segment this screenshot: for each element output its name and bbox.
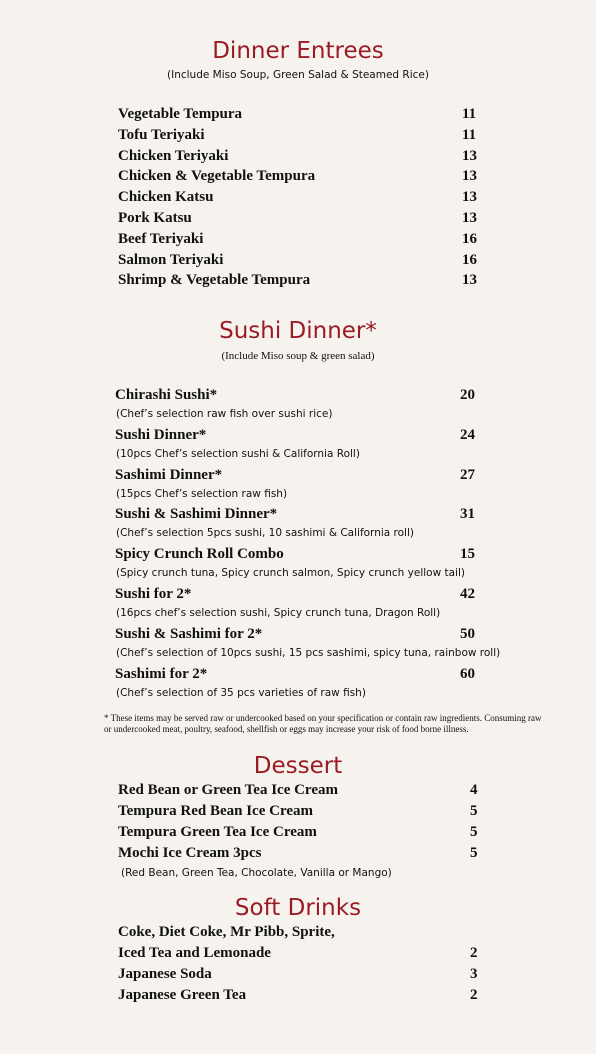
entree-item-price: 13 bbox=[462, 147, 477, 164]
dessert-title: Dessert bbox=[253, 753, 343, 779]
mochi-flavors-note: (Red Bean, Green Tea, Chocolate, Vanilla or Mango) bbox=[121, 867, 392, 879]
drink-item-name: Coke, Diet Coke, Mr Pibb, Sprite, bbox=[118, 924, 335, 940]
sushi-item-price: 24 bbox=[460, 426, 475, 443]
sushi-item-price: 60 bbox=[460, 665, 475, 682]
entree-item-name: Beef Teriyaki bbox=[118, 230, 204, 247]
sushi-item-name: Sashimi Dinner* bbox=[115, 466, 223, 483]
entree-item-name: Salmon Teriyaki bbox=[118, 251, 224, 268]
entree-item-price: 16 bbox=[462, 251, 477, 268]
sushi-item-price: 15 bbox=[460, 546, 475, 563]
soft-drinks-title: Soft Drinks bbox=[234, 895, 362, 921]
drink-item-name: Japanese Green Tea bbox=[118, 987, 247, 1003]
entree-item-name: Pork Katsu bbox=[118, 210, 192, 226]
dessert-item-name: Mochi Ice Cream 3pcs bbox=[118, 845, 262, 861]
sushi-item-description: (10pcs Chef’s selection sushi & California Roll) bbox=[116, 447, 360, 460]
sushi-item-name: Sushi for 2* bbox=[115, 586, 192, 602]
entree-item-name: Tofu Teriyaki bbox=[118, 126, 205, 143]
sushi-dinner-subtitle: (Include Miso soup & green salad) bbox=[221, 350, 375, 362]
sushi-item-description: (Spicy crunch tuna, Spicy crunch salmon, Spicy crunch yellow tail) bbox=[116, 567, 465, 580]
entree-item-price: 11 bbox=[462, 126, 477, 143]
sushi-item-description: (Chef’s selection raw fish over sushi rice) bbox=[116, 408, 333, 420]
sushi-item-price: 42 bbox=[460, 586, 475, 602]
dinner-entrees-title: Dinner Entrees bbox=[212, 38, 384, 64]
drink-item-name: Iced Tea and Lemonade bbox=[118, 945, 271, 961]
sushi-item-description: (Chef’s selection 5pcs sushi, 10 sashimi & California roll) bbox=[116, 527, 414, 540]
entree-item-name: Shrimp & Vegetable Tempura bbox=[118, 272, 311, 289]
sushi-item-name: Sushi & Sashimi Dinner* bbox=[115, 506, 278, 523]
sushi-item-price: 20 bbox=[460, 387, 475, 403]
drink-item-name: Japanese Soda bbox=[118, 966, 212, 982]
entree-item-name: Chicken Katsu bbox=[118, 189, 214, 206]
dessert-item-price: 5 bbox=[470, 824, 478, 840]
sushi-item-name: Sushi Dinner* bbox=[115, 426, 207, 443]
entree-item-price: 13 bbox=[462, 210, 477, 226]
sushi-item-name: Chirashi Sushi* bbox=[115, 387, 218, 403]
sushi-item-price: 27 bbox=[460, 466, 475, 483]
entree-item-name: Chicken & Vegetable Tempura bbox=[118, 168, 316, 185]
sushi-item-description: (Chef’s selection of 35 pcs varieties of raw fish) bbox=[116, 686, 366, 699]
raw-food-disclaimer: * These items may be served raw or undercooked based on your specification or contain raw ingredients. Consuming raw or undercooked meat, poultry, seafood, shellfish or eggs may increase your risk of food borne illness. bbox=[104, 713, 542, 734]
sushi-item-price: 50 bbox=[460, 625, 475, 642]
entree-item-name: Chicken Teriyaki bbox=[118, 147, 229, 164]
sushi-item-name: Sushi & Sashimi for 2* bbox=[115, 625, 263, 642]
entree-item-name: Vegetable Tempura bbox=[118, 106, 243, 122]
dessert-item-price: 5 bbox=[470, 803, 478, 819]
dessert-item-name: Tempura Red Bean Ice Cream bbox=[118, 803, 313, 819]
entree-item-price: 11 bbox=[462, 106, 477, 122]
entree-item-price: 13 bbox=[462, 189, 477, 206]
entree-item-price: 13 bbox=[462, 168, 477, 185]
dessert-item-name: Red Bean or Green Tea Ice Cream bbox=[118, 782, 338, 798]
sushi-item-description: (15pcs Chef’s selection raw fish) bbox=[116, 487, 288, 500]
drink-item-price: 3 bbox=[470, 966, 478, 982]
dessert-item-price: 4 bbox=[470, 782, 478, 798]
dessert-item-name: Tempura Green Tea Ice Cream bbox=[118, 824, 317, 840]
sushi-item-name: Sashimi for 2* bbox=[115, 665, 208, 682]
dinner-entrees-subtitle: (Include Miso Soup, Green Salad & Steamed Rice) bbox=[167, 69, 429, 81]
sushi-item-description: (Chef’s selection of 10pcs sushi, 15 pcs sashimi, spicy tuna, rainbow roll) bbox=[116, 646, 501, 659]
sushi-item-name: Spicy Crunch Roll Combo bbox=[115, 546, 284, 563]
entree-item-price: 13 bbox=[462, 272, 477, 289]
drink-item-price: 2 bbox=[470, 987, 478, 1003]
drink-item-price: 2 bbox=[470, 945, 478, 961]
sushi-item-price: 31 bbox=[460, 506, 475, 523]
entree-item-price: 16 bbox=[462, 230, 477, 247]
dessert-item-price: 5 bbox=[470, 845, 478, 861]
sushi-item-description: (16pcs chef’s selection sushi, Spicy crunch tuna, Dragon Roll) bbox=[116, 607, 441, 619]
sushi-dinner-title: Sushi Dinner* bbox=[219, 318, 377, 344]
